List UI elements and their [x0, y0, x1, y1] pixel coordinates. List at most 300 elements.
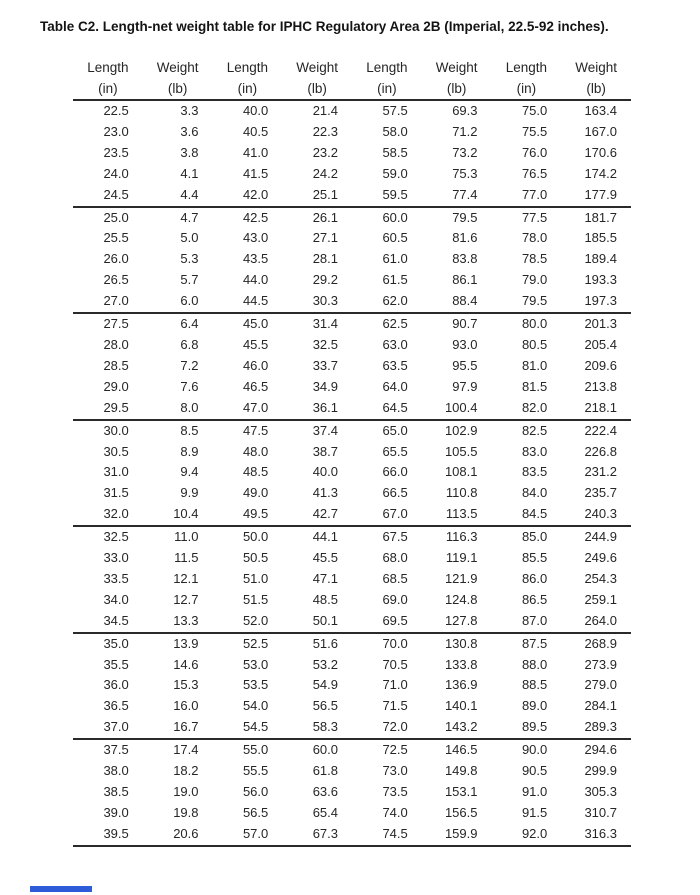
length-cell: 56.5 — [242, 804, 269, 820]
length-cell: 58.0 — [382, 123, 408, 139]
table-row — [73, 526, 631, 548]
length-cell: 35.0 — [103, 635, 129, 651]
length-cell: 47.0 — [213, 398, 283, 420]
length-cell: 90.5 — [521, 763, 548, 779]
length-cell: 40.5 — [242, 123, 269, 139]
table-row — [73, 611, 631, 633]
table-row — [73, 356, 631, 377]
weight-cell: 16.7 — [143, 717, 213, 739]
weight-cell: 51.6 — [312, 635, 338, 651]
weight-cell: 38.7 — [312, 443, 338, 459]
weight-cell: 73.2 — [452, 144, 478, 160]
weight-cell: 305.3 — [584, 784, 617, 799]
length-cell: 72.5 — [382, 742, 408, 758]
weight-cell: 143.2 — [422, 717, 492, 739]
weight-cell: 149.8 — [444, 763, 478, 779]
length-cell: 84.5 — [492, 504, 562, 526]
col-header-label: Length — [505, 60, 548, 75]
length-cell: 83.0 — [521, 443, 548, 459]
length-cell: 45.0 — [242, 316, 269, 332]
length-cell: 76.5 — [521, 165, 548, 181]
table-row — [73, 717, 631, 739]
length-cell: 49.5 — [213, 504, 283, 526]
weight-cell: 231.2 — [584, 464, 617, 480]
length-cell: 74.0 — [382, 804, 408, 820]
weight-cell: 47.1 — [312, 570, 338, 586]
weight-cell: 11.0 — [174, 529, 199, 545]
col-header-unit: (lb) — [143, 78, 213, 100]
weight-cell: 159.9 — [422, 824, 492, 846]
weight-cell: 254.3 — [584, 570, 617, 586]
weight-cell: 235.7 — [584, 485, 617, 501]
length-cell: 52.0 — [213, 611, 283, 633]
length-cell: 59.5 — [352, 185, 422, 207]
length-cell: 36.5 — [103, 698, 129, 714]
length-cell: 79.0 — [521, 272, 548, 288]
weight-cell: 213.8 — [584, 378, 617, 394]
weight-cell: 181.7 — [584, 209, 617, 225]
length-cell: 40.0 — [242, 103, 269, 118]
col-header-label: Weight — [296, 60, 339, 75]
table-row — [73, 739, 631, 761]
length-cell: 85.5 — [521, 550, 548, 566]
table-row — [73, 207, 631, 229]
length-cell: 29.0 — [103, 378, 129, 394]
length-cell: 32.0 — [73, 504, 143, 526]
weight-cell: 53.2 — [312, 656, 338, 672]
weight-cell: 244.9 — [584, 529, 617, 545]
weight-cell: 71.2 — [452, 123, 478, 139]
length-cell: 28.0 — [103, 336, 129, 352]
weight-cell: 24.2 — [312, 165, 338, 181]
length-cell: 26.5 — [103, 272, 129, 288]
weight-cell: 10.4 — [143, 504, 213, 526]
length-cell: 77.5 — [521, 209, 548, 225]
table-row — [73, 143, 631, 164]
length-cell: 68.5 — [382, 570, 408, 586]
table-row — [73, 420, 631, 442]
weight-cell: 16.0 — [173, 698, 199, 714]
length-cell: 37.0 — [73, 717, 143, 739]
weight-cell: 7.2 — [180, 357, 199, 373]
length-cell: 53.5 — [242, 677, 269, 693]
table-row — [73, 335, 631, 356]
length-cell: 80.0 — [521, 316, 548, 332]
length-cell: 51.0 — [242, 570, 269, 586]
table-row — [73, 270, 631, 291]
table-row — [73, 782, 631, 803]
length-cell: 51.5 — [242, 591, 269, 607]
length-cell: 41.0 — [242, 144, 269, 160]
weight-cell: 81.6 — [452, 230, 478, 246]
length-cell: 27.5 — [103, 316, 129, 332]
weight-cell: 60.0 — [312, 742, 338, 758]
weight-cell: 69.3 — [452, 103, 478, 118]
weight-cell: 18.2 — [173, 763, 199, 779]
length-cell: 61.0 — [382, 251, 408, 267]
weight-cell: 209.6 — [584, 357, 617, 373]
col-header-unit: (lb) — [282, 78, 352, 100]
table-row — [73, 803, 631, 824]
weight-cell: 19.0 — [173, 784, 199, 799]
table-row — [73, 228, 631, 249]
col-header-unit: (lb) — [561, 78, 631, 100]
length-cell: 47.5 — [242, 422, 269, 438]
length-cell: 33.0 — [103, 550, 129, 566]
length-cell: 71.5 — [382, 698, 408, 714]
weight-cell: 44.1 — [312, 529, 338, 545]
weight-cell: 12.1 — [173, 570, 199, 586]
weight-cell: 6.8 — [180, 336, 199, 352]
weight-cell: 40.0 — [312, 464, 338, 480]
table-row — [73, 696, 631, 717]
weight-cell: 90.7 — [452, 316, 478, 332]
weight-cell: 65.4 — [312, 804, 338, 820]
weight-cell: 63.6 — [312, 784, 338, 799]
table-header — [73, 57, 631, 100]
weight-cell: 136.9 — [444, 677, 478, 693]
weight-cell: 88.4 — [422, 291, 492, 313]
length-cell: 54.0 — [242, 698, 269, 714]
weight-cell: 189.4 — [584, 251, 617, 267]
weight-cell: 8.9 — [180, 443, 199, 459]
weight-cell: 67.3 — [282, 824, 352, 846]
weight-cell: 177.9 — [561, 185, 631, 207]
weight-cell: 3.8 — [180, 144, 199, 160]
length-cell: 44.5 — [213, 291, 283, 313]
weight-cell: 95.5 — [452, 357, 478, 373]
length-cell: 90.0 — [521, 742, 548, 758]
table-row — [73, 548, 631, 569]
length-cell: 64.5 — [352, 398, 422, 420]
length-cell: 71.0 — [382, 677, 408, 693]
table-row — [73, 590, 631, 611]
length-cell: 69.5 — [352, 611, 422, 633]
length-cell: 37.5 — [103, 742, 129, 758]
col-header-unit: (in) — [73, 78, 143, 100]
length-cell: 39.0 — [103, 804, 129, 820]
weight-cell: 14.6 — [173, 656, 199, 672]
weight-cell: 119.1 — [445, 550, 478, 566]
weight-cell: 61.8 — [312, 763, 338, 779]
length-cell: 57.5 — [382, 103, 408, 118]
length-cell: 60.0 — [382, 209, 408, 225]
length-cell: 76.0 — [521, 144, 548, 160]
table-row — [73, 164, 631, 185]
weight-cell: 5.7 — [180, 272, 199, 288]
weight-cell: 316.3 — [561, 824, 631, 846]
weight-cell: 36.1 — [282, 398, 352, 420]
weight-cell: 284.1 — [584, 698, 617, 714]
length-cell: 80.5 — [521, 336, 548, 352]
weight-cell: 5.0 — [180, 230, 199, 246]
table-row — [73, 462, 631, 483]
weight-cell: 26.1 — [312, 209, 338, 225]
length-cell: 82.0 — [492, 398, 562, 420]
weight-cell: 25.1 — [282, 185, 352, 207]
length-weight-table — [73, 57, 631, 847]
weight-cell: 12.7 — [173, 591, 199, 607]
weight-cell: 105.5 — [444, 443, 478, 459]
length-cell: 50.0 — [242, 529, 269, 545]
length-cell: 49.0 — [242, 485, 269, 501]
weight-cell: 299.9 — [584, 763, 617, 779]
length-cell: 34.0 — [103, 591, 129, 607]
weight-cell: 48.5 — [312, 591, 338, 607]
length-cell: 75.0 — [521, 103, 548, 118]
weight-cell: 45.5 — [312, 550, 338, 566]
length-cell: 55.0 — [242, 742, 269, 758]
weight-cell: 86.1 — [452, 272, 478, 288]
weight-cell: 75.3 — [452, 165, 478, 181]
length-cell: 86.0 — [521, 570, 548, 586]
bottom-blue-strip — [30, 886, 92, 892]
weight-cell: 7.6 — [180, 378, 199, 394]
weight-cell: 264.0 — [561, 611, 631, 633]
weight-cell: 205.4 — [584, 336, 617, 352]
length-cell: 70.0 — [382, 635, 408, 651]
weight-cell: 37.4 — [312, 422, 338, 438]
col-header-unit: (in) — [492, 78, 562, 100]
col-header-label: Weight — [575, 60, 618, 75]
header-row — [73, 78, 631, 100]
weight-cell: 83.8 — [452, 251, 478, 267]
length-cell: 67.5 — [382, 529, 408, 545]
weight-cell: 58.3 — [282, 717, 352, 739]
weight-cell: 108.1 — [444, 464, 478, 480]
length-cell: 88.5 — [521, 677, 548, 693]
weight-cell: 28.1 — [312, 251, 338, 267]
weight-cell: 153.1 — [444, 784, 478, 799]
length-cell: 87.5 — [521, 635, 548, 651]
weight-cell: 9.9 — [180, 485, 199, 501]
weight-cell: 100.4 — [422, 398, 492, 420]
weight-cell: 8.0 — [143, 398, 213, 420]
weight-cell: 226.8 — [584, 443, 617, 459]
length-cell: 70.5 — [382, 656, 408, 672]
weight-cell: 279.0 — [584, 677, 617, 693]
col-header-label: Weight — [435, 60, 478, 75]
col-header-label: Length — [366, 60, 408, 75]
length-cell: 63.5 — [382, 357, 408, 373]
weight-cell: 113.5 — [422, 504, 492, 526]
length-cell: 63.0 — [382, 336, 408, 352]
length-cell: 23.5 — [103, 144, 129, 160]
length-cell: 25.0 — [103, 209, 129, 225]
weight-cell: 102.9 — [444, 422, 478, 438]
length-cell: 30.5 — [103, 443, 129, 459]
weight-cell: 163.4 — [584, 103, 617, 118]
weight-cell: 140.1 — [444, 698, 478, 714]
length-cell: 54.5 — [213, 717, 283, 739]
weight-cell: 30.3 — [282, 291, 352, 313]
weight-cell: 185.5 — [584, 230, 617, 246]
weight-cell: 50.1 — [282, 611, 352, 633]
weight-cell: 116.3 — [445, 529, 478, 545]
length-cell: 67.0 — [352, 504, 422, 526]
length-cell: 66.5 — [382, 485, 408, 501]
length-cell: 44.0 — [242, 272, 269, 288]
weight-cell: 146.5 — [444, 742, 478, 758]
col-header-label: Length — [226, 60, 269, 75]
length-cell: 34.5 — [73, 611, 143, 633]
weight-cell: 3.3 — [180, 103, 199, 118]
length-cell: 81.5 — [521, 378, 548, 394]
length-cell: 33.5 — [103, 570, 129, 586]
weight-cell: 222.4 — [584, 422, 617, 438]
length-cell: 41.5 — [242, 165, 269, 181]
length-cell: 78.0 — [521, 230, 548, 246]
length-cell: 77.0 — [492, 185, 562, 207]
length-cell: 60.5 — [382, 230, 408, 246]
weight-cell: 4.1 — [180, 165, 199, 181]
weight-cell: 273.9 — [584, 656, 617, 672]
length-cell: 22.5 — [103, 103, 129, 118]
weight-cell: 21.4 — [312, 103, 338, 118]
length-cell: 50.5 — [242, 550, 269, 566]
length-cell: 62.0 — [352, 291, 422, 313]
length-cell: 85.0 — [521, 529, 548, 545]
col-header-unit: (lb) — [422, 78, 492, 100]
length-cell: 48.5 — [242, 464, 269, 480]
length-cell: 81.0 — [521, 357, 548, 373]
length-cell: 79.5 — [492, 291, 562, 313]
weight-cell: 4.4 — [143, 185, 213, 207]
weight-cell: 19.8 — [173, 804, 199, 820]
weight-cell: 133.8 — [444, 656, 478, 672]
length-cell: 35.5 — [103, 656, 129, 672]
length-cell: 66.0 — [382, 464, 408, 480]
length-cell: 62.5 — [382, 316, 408, 332]
length-cell: 61.5 — [382, 272, 408, 288]
length-cell: 91.5 — [521, 804, 548, 820]
weight-cell: 201.3 — [584, 316, 617, 332]
table-row — [73, 824, 631, 846]
weight-cell: 20.6 — [143, 824, 213, 846]
weight-cell: 167.0 — [584, 123, 617, 139]
table-row — [73, 291, 631, 313]
weight-cell: 124.8 — [444, 591, 478, 607]
weight-cell: 289.3 — [561, 717, 631, 739]
length-cell: 25.5 — [103, 230, 129, 246]
weight-cell: 31.4 — [312, 316, 338, 332]
length-cell: 73.0 — [382, 763, 408, 779]
weight-cell: 110.8 — [445, 485, 478, 501]
table-row — [73, 122, 631, 143]
length-cell: 43.5 — [242, 251, 269, 267]
weight-cell: 259.1 — [584, 591, 617, 607]
col-header-label: Length — [87, 60, 129, 75]
length-cell: 78.5 — [521, 251, 548, 267]
weight-cell: 9.4 — [180, 464, 199, 480]
weight-cell: 97.9 — [452, 378, 478, 394]
length-cell: 59.0 — [382, 165, 408, 181]
table-row — [73, 313, 631, 335]
weight-cell: 268.9 — [584, 635, 617, 651]
weight-cell: 56.5 — [312, 698, 338, 714]
length-cell: 56.0 — [242, 784, 269, 799]
table-row — [73, 100, 631, 122]
length-cell: 92.0 — [492, 824, 562, 846]
table-row — [73, 569, 631, 590]
table-row — [73, 398, 631, 420]
col-header-unit: (in) — [352, 78, 422, 100]
table-row — [73, 442, 631, 463]
weight-cell: 41.3 — [312, 485, 338, 501]
length-cell: 48.0 — [242, 443, 269, 459]
length-cell: 26.0 — [103, 251, 129, 267]
table-row — [73, 761, 631, 782]
col-header-label: Weight — [156, 60, 199, 75]
weight-cell: 33.7 — [312, 357, 338, 373]
length-cell: 74.5 — [352, 824, 422, 846]
length-cell: 52.5 — [242, 635, 269, 651]
weight-cell: 130.8 — [444, 635, 478, 651]
weight-cell: 3.6 — [180, 123, 199, 139]
weight-cell: 17.4 — [173, 742, 199, 758]
length-cell: 91.0 — [521, 784, 548, 799]
length-cell: 75.5 — [521, 123, 548, 139]
length-cell: 43.0 — [242, 230, 269, 246]
weight-cell: 15.3 — [173, 677, 199, 693]
length-cell: 42.5 — [242, 209, 269, 225]
length-cell: 72.0 — [352, 717, 422, 739]
table-row — [73, 633, 631, 655]
length-cell: 38.0 — [103, 763, 129, 779]
length-cell: 38.5 — [103, 784, 129, 799]
length-cell: 86.5 — [521, 591, 548, 607]
weight-cell: 249.6 — [584, 550, 617, 566]
weight-cell: 6.0 — [143, 291, 213, 313]
length-cell: 64.0 — [382, 378, 408, 394]
length-cell: 69.0 — [382, 591, 408, 607]
length-cell: 58.5 — [382, 144, 408, 160]
weight-cell: 42.7 — [282, 504, 352, 526]
weight-cell: 54.9 — [312, 677, 338, 693]
length-cell: 31.5 — [103, 485, 129, 501]
length-cell: 46.5 — [242, 378, 269, 394]
length-cell: 46.0 — [242, 357, 269, 373]
weight-cell: 294.6 — [584, 742, 617, 758]
table-body — [73, 100, 631, 846]
table-title: Table C2. Length-net weight table for IPHC Regulatory Area 2B (Imperial, 22.5-92 inches). — [40, 19, 609, 34]
length-cell: 57.0 — [213, 824, 283, 846]
length-cell: 24.0 — [103, 165, 129, 181]
length-cell: 42.0 — [213, 185, 283, 207]
length-cell: 83.5 — [521, 464, 548, 480]
length-cell: 24.5 — [73, 185, 143, 207]
length-cell: 32.5 — [103, 529, 129, 545]
weight-cell: 23.2 — [312, 144, 338, 160]
length-cell: 68.0 — [382, 550, 408, 566]
weight-cell: 13.9 — [173, 635, 199, 651]
weight-cell: 34.9 — [312, 378, 338, 394]
length-cell: 65.5 — [382, 443, 408, 459]
length-cell: 55.5 — [242, 763, 269, 779]
length-cell: 39.5 — [73, 824, 143, 846]
length-cell: 82.5 — [521, 422, 548, 438]
length-cell: 23.0 — [103, 123, 129, 139]
length-cell: 87.0 — [492, 611, 562, 633]
table-row — [73, 377, 631, 398]
length-cell: 30.0 — [103, 422, 129, 438]
length-cell: 28.5 — [103, 357, 129, 373]
weight-cell: 11.5 — [174, 550, 199, 566]
length-cell: 89.5 — [492, 717, 562, 739]
weight-cell: 121.9 — [444, 570, 478, 586]
weight-cell: 22.3 — [312, 123, 338, 139]
length-cell: 27.0 — [73, 291, 143, 313]
